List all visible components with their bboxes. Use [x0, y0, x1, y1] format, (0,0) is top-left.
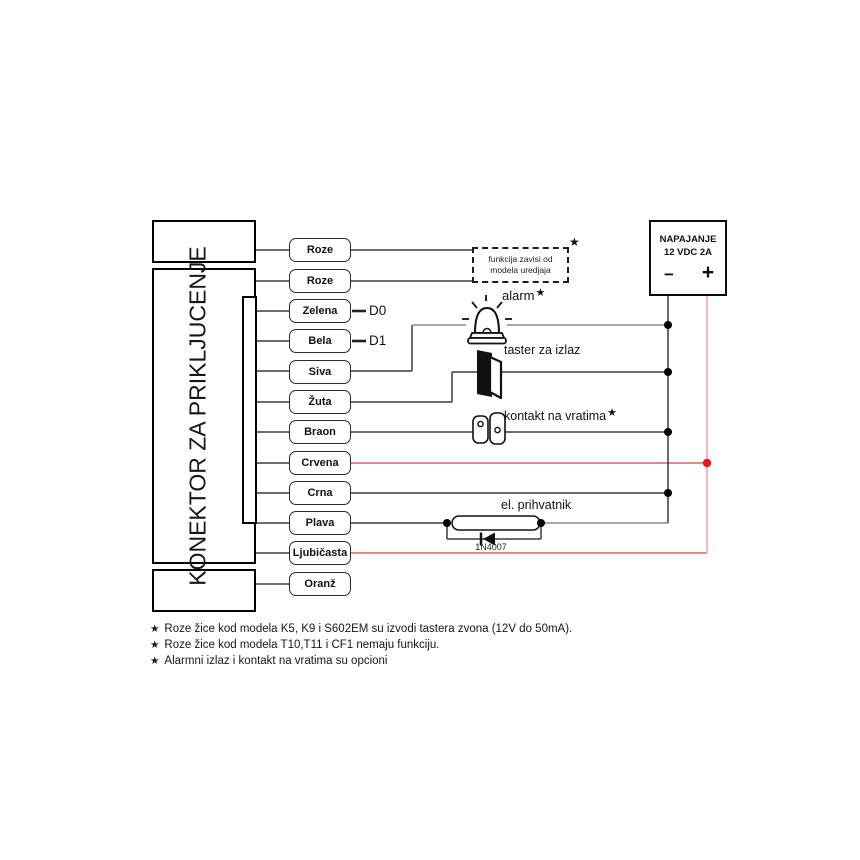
wire-label-roze-2: Roze [289, 269, 351, 293]
footnotes [150, 621, 572, 669]
wire-label-bela: Bela [289, 329, 351, 353]
function-note-star: ★ [569, 235, 580, 249]
function-note-line1: funkcija zavisi od [488, 253, 553, 264]
connector-title-wrap [152, 246, 244, 586]
wire-label-braon: Braon [289, 420, 351, 444]
minus-terminal: − [664, 265, 674, 284]
wire-label-roze-1: Roze [289, 238, 351, 262]
wire-label-zuta: Žuta [289, 390, 351, 414]
footnote-2: ★ Roze žice kod modela T10,T11 i CF1 nemaju funkciju. [150, 639, 440, 651]
connector-title: KONEKTOR ZA PRIKLJUCENJE [184, 246, 211, 586]
footnote-1: ★ Roze žice kod modela K5, K9 i S602EM su izvodi tastera zvona (12V do 50mA). [150, 623, 573, 635]
alarm-star: ★ [535, 287, 546, 299]
diode-label: 1N4007 [475, 542, 507, 552]
exit-button-icon [477, 350, 501, 398]
power-supply-box [649, 220, 727, 296]
alarm-label: alarm★ [502, 287, 546, 303]
strike-wire [351, 516, 668, 539]
door-contact-label: kontakt na vratima★ [504, 407, 618, 423]
door-contact-star: ★ [607, 407, 618, 419]
wire-label-zelena: Zelena [289, 299, 351, 323]
function-note [472, 247, 569, 283]
tag-d0: D0 [369, 303, 387, 318]
wire-label-plava: Plava [289, 511, 351, 535]
plus-terminal: + [701, 261, 715, 284]
exit-button-wire [351, 372, 668, 402]
wire-label-siva: Siva [289, 360, 351, 384]
power-supply-title: NAPAJANJE [659, 234, 717, 245]
strike-label: el. prihvatnik [501, 498, 572, 512]
footnote-3: ★ Alarmni izlaz i kontakt na vratima su opcioni [150, 655, 388, 667]
wire-label-oranz: Oranž [289, 572, 351, 596]
connector-pin-strip [242, 296, 257, 524]
roze-wires [351, 250, 472, 281]
wire-label-crvena: Crvena [289, 451, 351, 475]
function-note-line2: modela uredjaja [490, 265, 551, 275]
exit-button-label: taster za izlaz [504, 343, 581, 357]
power-supply-rating: 12 VDC 2A [663, 246, 713, 258]
connector-stub-wires [254, 250, 290, 584]
door-contact-icon [473, 413, 505, 444]
wire-label-crna: Crna [289, 481, 351, 505]
tag-d1: D1 [369, 333, 387, 348]
data-line-dashes [352, 311, 366, 341]
wire-label-ljubicasta: Ljubičasta [289, 541, 351, 565]
